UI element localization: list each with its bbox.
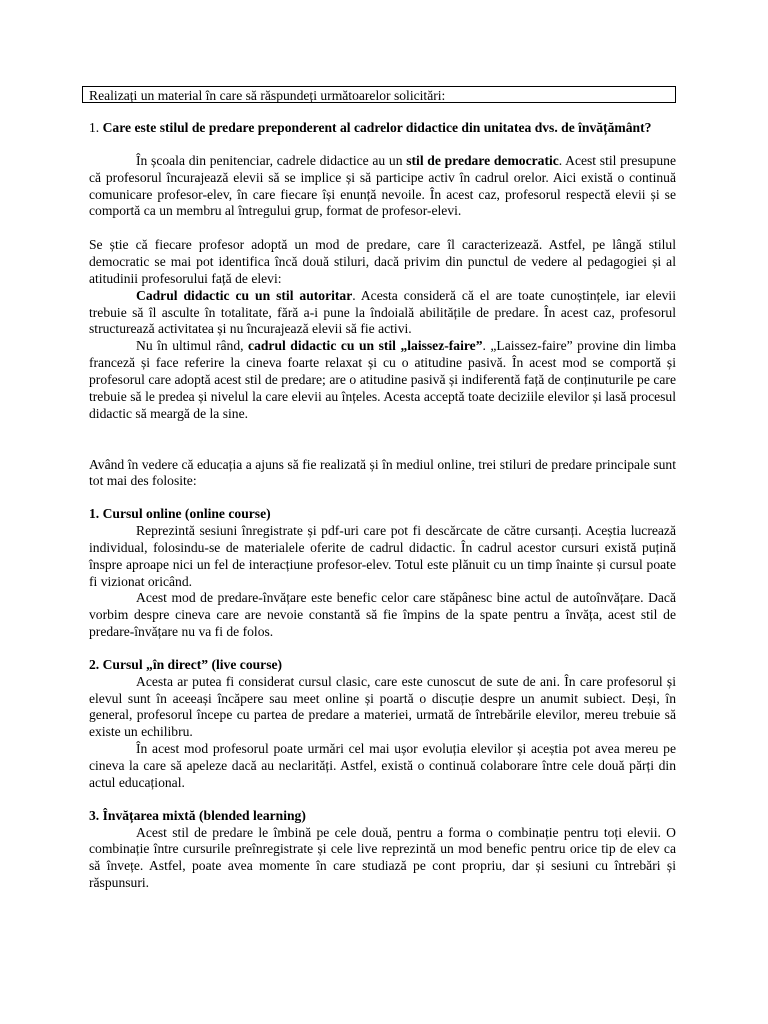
section-paragraph: Acest mod de predare-învățare este benefic celor care stăpânesc bine actul de autoînvățare. Dacă vorbim despre cineva care are nevoie constantă să fie împins de la spate pentru a învăța, acest stil de predare-învățare nu va fi de folos. bbox=[89, 590, 676, 640]
paragraph-online-intro: Având în vedere că educația a ajuns să fie realizată și în mediul online, trei stiluri de predare principale sunt tot mai des folosite: bbox=[89, 456, 676, 489]
section-paragraph: În acest mod profesorul poate urmări cel mai ușor evoluția elevilor și aceștia pot avea mereu pe cineva la care să apeleze dacă au neclarități. Astfel, există o continuă colaborare între cele două părți din actul educațional. bbox=[89, 741, 676, 790]
document-body bbox=[89, 86, 676, 892]
paragraph-authoritarian-style bbox=[89, 288, 676, 339]
question-1 bbox=[89, 120, 676, 137]
paragraph-text: În școala din penitenciar, cadrele didactice au un bbox=[136, 152, 407, 168]
paragraph-democratic-style bbox=[89, 153, 676, 220]
bold-term: stil de predare democratic bbox=[406, 152, 559, 168]
section-heading-blended-learning: 3. Învățarea mixtă (blended learning) bbox=[89, 807, 306, 823]
paragraph-text: Nu în ultimul rând, bbox=[136, 338, 249, 354]
bold-term: cadrul didactic cu un stil „laissez-faire” bbox=[248, 338, 483, 354]
paragraph-text: . „Laissez-faire” provine din limba franceză și face referire la cineva foarte relaxat și cu o atitudine pasivă. În acest mod se comportă și profesorul care adoptă acest stil de predare; are o atitudine pasivă și indiferentă față de conținuturile pe care trebuie să le predea și nivelul la care elevii au înțeles. Acesta acceptă toate deciziile elevilor și lasă procesul didactic să meargă de la sine. bbox=[89, 338, 677, 421]
paragraph-text: . Acest stil presupune că profesorul încurajează elevii să se implice și să participe activ în cadrul orelor. Aici există o continuă comunicare profesor-elev, în care fiecare își enunță nevoile. În acest caz, profesorul respectă elevii și se comportă ca un membru al întregului grup, format de profesor-elevi. bbox=[89, 152, 676, 219]
section-paragraph: Acesta ar putea fi considerat cursul clasic, care este cunoscut de sute de ani. În care profesorul și elevul sunt în aceeași încăpere sau meet online și poartă o discuție despre un anumit subiect. Deși, în general, profesorul începe cu partea de predare a materiei, urmată de întrebările elevilor, mereu trebuie să existe un echilibru. bbox=[89, 673, 676, 740]
section-paragraph: Acest stil de predare le îmbină pe cele două, pentru a forma o combinație pentru toți elevii. O combinație între cursurile preînregistrate și cele live reprezintă un mod benefic pentru orice tip de elev ca să învețe. Astfel, poate avea momente în care studiază pe cont propriu, dar și sesiuni cu întrebări și răspunsuri. bbox=[89, 824, 676, 891]
section-paragraph: Reprezintă sesiuni înregistrate și pdf-uri care pot fi descărcate de către cursanți. Aceștia lucrează individual, folosindu-se de materialele oferite de cadrul didactic. În cadrul acestor cursuri există puțină înspre aproape nici un fel de interacțiune profesor-elev. Totul este plănuit cu un timp înainte și cursul poate fi vizionat oricând. bbox=[89, 523, 676, 589]
question-number: 1. bbox=[89, 120, 100, 135]
bold-term: Cadrul didactic cu un stil autoritar bbox=[136, 287, 353, 303]
paragraph-styles-intro: Se știe că fiecare profesor adoptă un mod de predare, care îl caracterizează. Astfel, pe lângă stilul democratic se mai pot identifica încă două stiluri, dacă privim din punctul de vedere al pedagogiei și al atitudinii profesorului față de elevi: bbox=[89, 237, 676, 286]
question-text: Care este stilul de predare preponderent al cadrelor didactice din unitatea dvs. de învățământ? bbox=[102, 120, 652, 135]
instruction-box: Realizați un material în care să răspundeți următoarelor solicitări: bbox=[82, 86, 676, 103]
paragraph-text: . Acesta consideră că el are toate cunoștințele, iar elevii trebuie să îl asculte în totalitate, fără a-i pune la îndoială abilitățile de predare. În acest caz, profesorul structurează activitatea și nu încurajează elevii să fie activi. bbox=[89, 287, 676, 337]
section-heading-online-course: 1. Cursul online (online course) bbox=[89, 506, 271, 522]
section-heading-live-course: 2. Cursul „în direct” (live course) bbox=[89, 656, 283, 672]
paragraph-laissez-faire-style bbox=[89, 338, 676, 422]
